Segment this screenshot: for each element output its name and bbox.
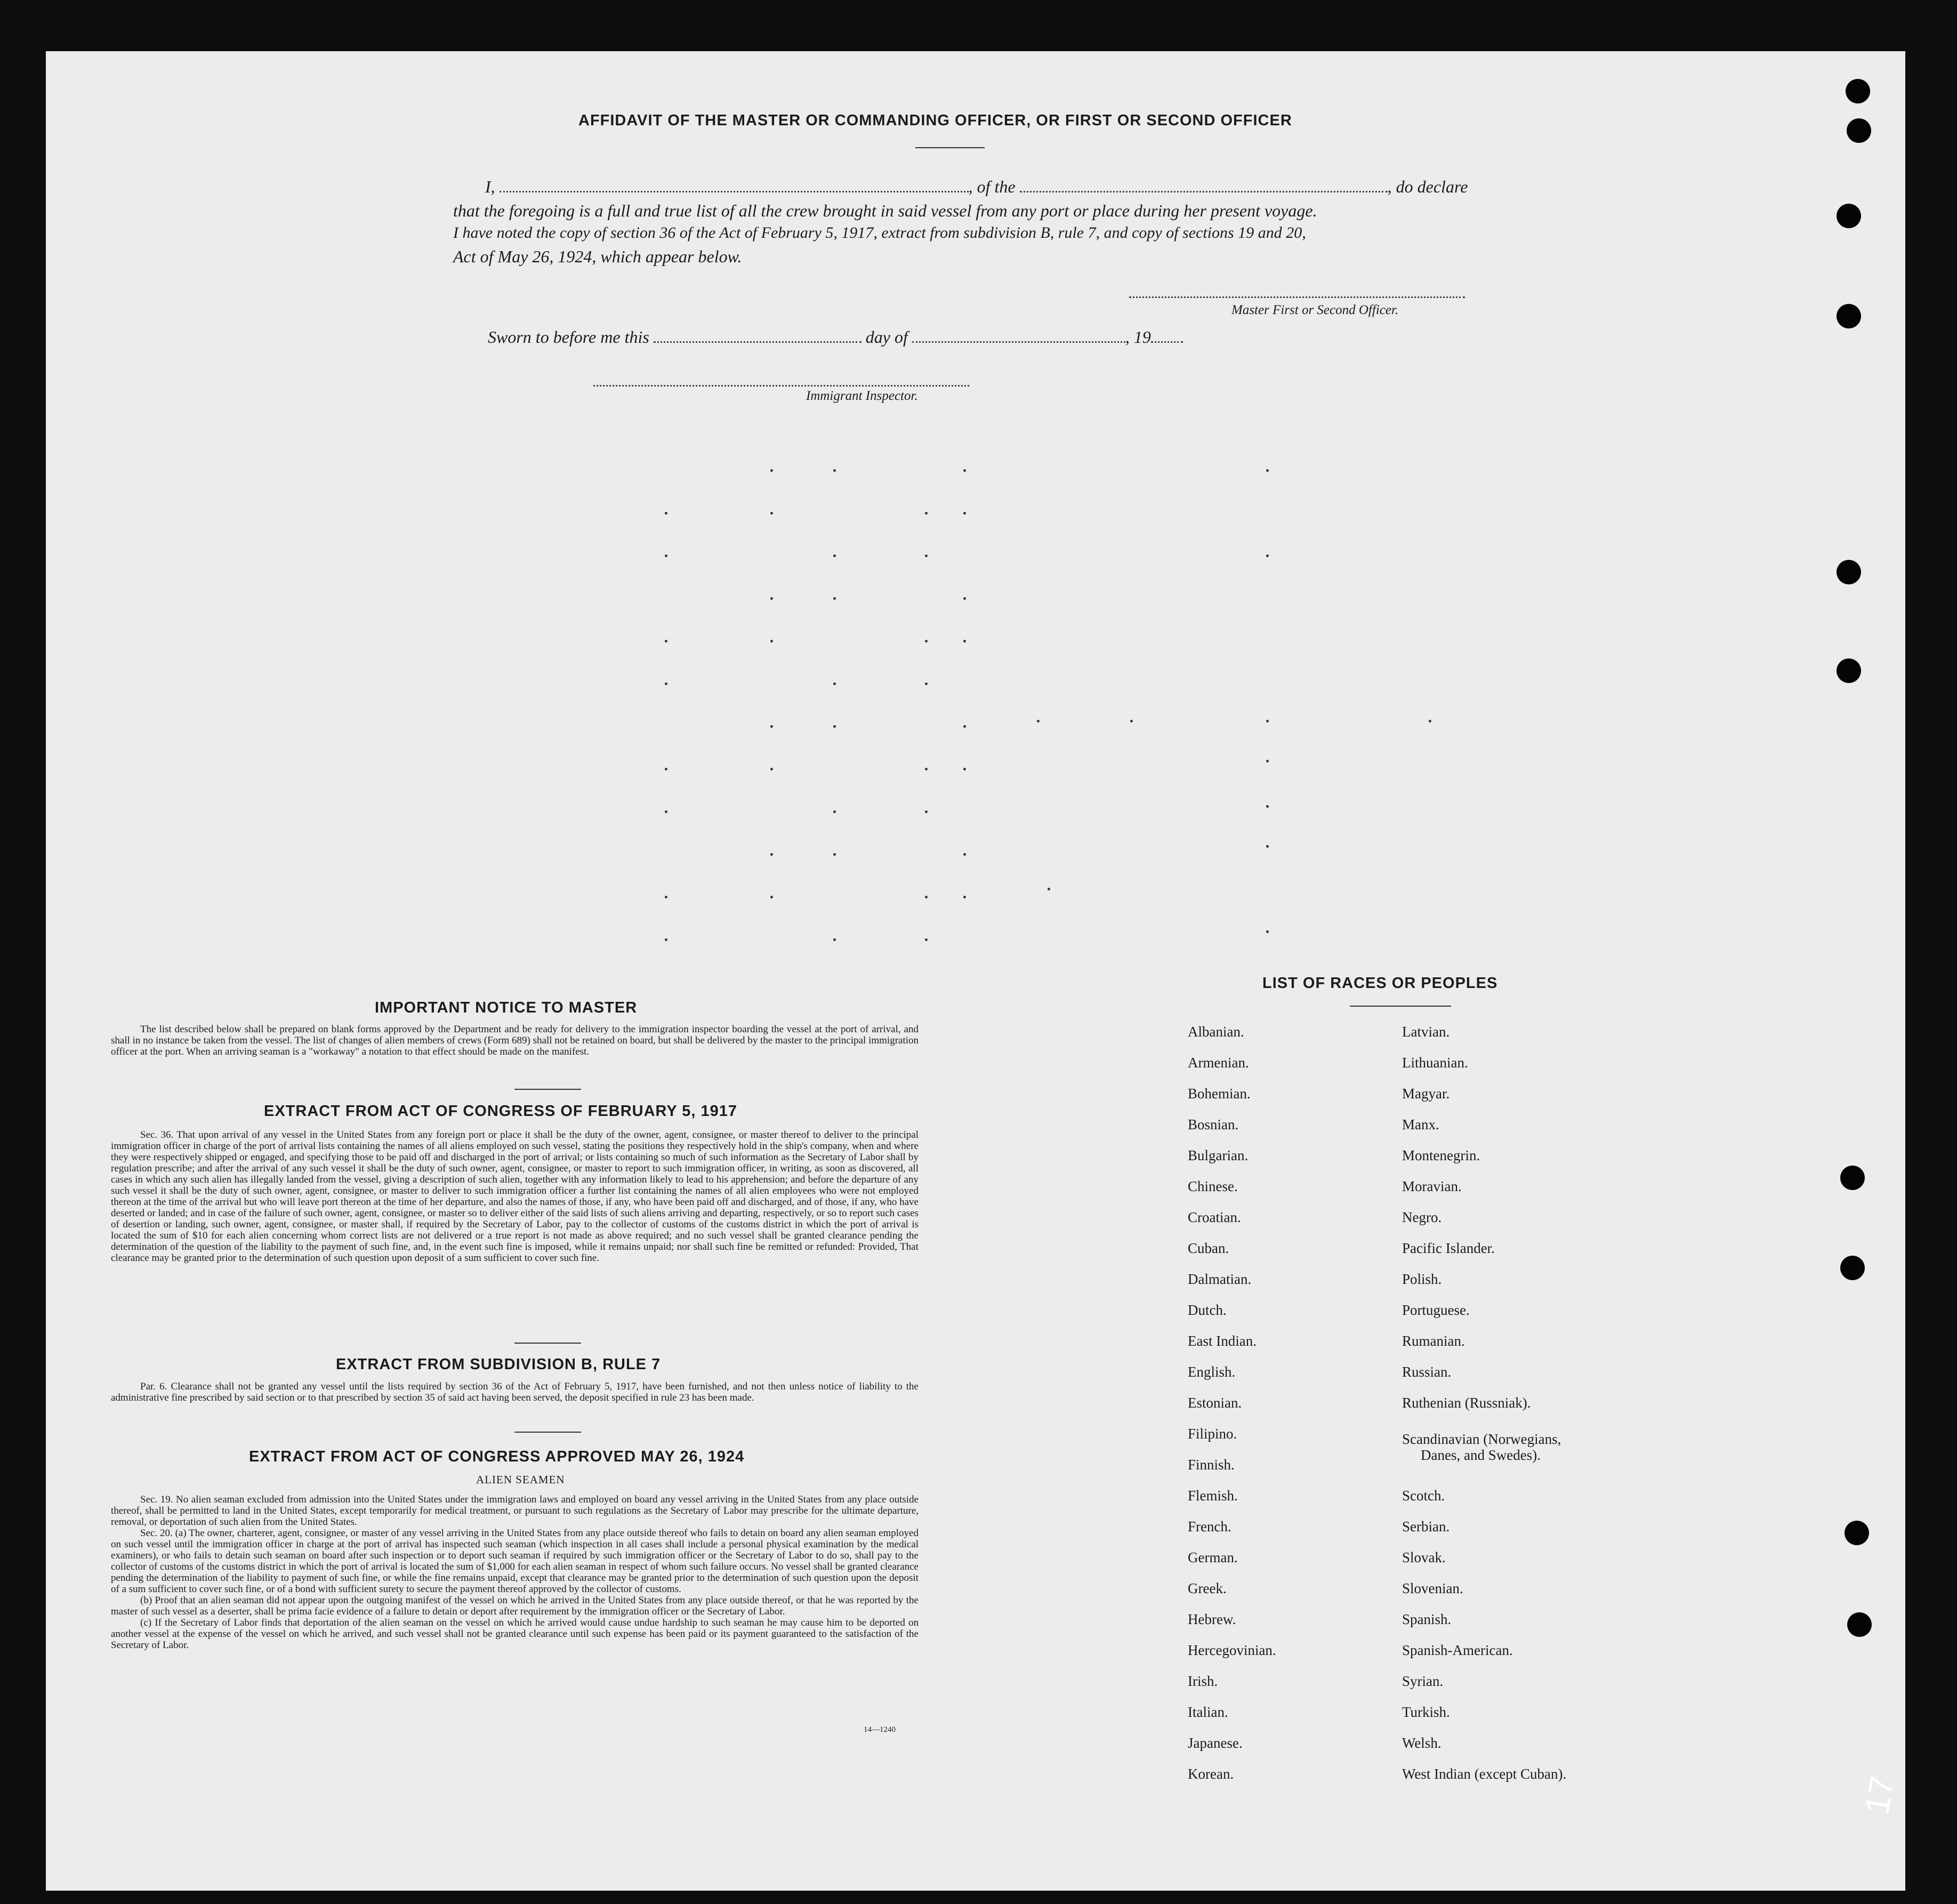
title-rule xyxy=(915,147,985,148)
year-label: , 19 xyxy=(1125,327,1151,347)
inspector-signature-line[interactable] xyxy=(593,385,969,387)
binder-hole xyxy=(1847,118,1871,143)
binder-hole xyxy=(1846,79,1870,103)
race-right-item: Turkish. xyxy=(1402,1704,1450,1720)
print-speck xyxy=(833,555,836,557)
print-speck xyxy=(963,512,966,515)
print-speck xyxy=(925,682,928,685)
race-right-item: Latvian. xyxy=(1402,1024,1450,1040)
race-right-item: Serbian. xyxy=(1402,1519,1450,1535)
day-of-label: day of xyxy=(865,327,908,347)
binder-hole xyxy=(1837,560,1861,584)
races-rule xyxy=(1350,1006,1451,1007)
print-speck xyxy=(665,640,667,642)
print-speck xyxy=(925,896,928,898)
sworn-day-field[interactable] xyxy=(654,341,861,343)
print-speck xyxy=(1266,555,1269,557)
race-right-item: Pacific Islander. xyxy=(1402,1240,1495,1256)
affidavit-line1 xyxy=(485,177,1468,197)
name-field[interactable] xyxy=(500,191,969,192)
master-signature-label: Master First or Second Officer. xyxy=(1231,303,1399,317)
sworn-year-field[interactable] xyxy=(1151,341,1183,343)
print-speck xyxy=(833,938,836,941)
race-right-item: Moravian. xyxy=(1402,1178,1462,1194)
print-speck xyxy=(1266,760,1269,762)
extract-1917-rule xyxy=(514,1343,581,1344)
print-speck xyxy=(1130,720,1133,722)
race-right-item: Slovak. xyxy=(1402,1549,1446,1565)
races-title: LIST OF RACES OR PEOPLES xyxy=(1262,975,1498,992)
race-left-item: Italian. xyxy=(1188,1704,1228,1720)
i-label: I, xyxy=(485,177,495,196)
print-speck xyxy=(665,938,667,941)
race-right-item: Portuguese. xyxy=(1402,1302,1470,1318)
race-right-item: Lithuanian. xyxy=(1402,1055,1468,1071)
master-signature-line[interactable] xyxy=(1129,296,1465,298)
race-right-item: Magyar. xyxy=(1402,1086,1450,1102)
rule7-title: EXTRACT FROM SUBDIVISION B, RULE 7 xyxy=(336,1356,661,1373)
race-left-item: English. xyxy=(1188,1364,1236,1380)
binder-hole xyxy=(1840,1256,1865,1280)
print-speck xyxy=(770,469,773,472)
race-left-item: Dutch. xyxy=(1188,1302,1227,1318)
race-left-item: Irish. xyxy=(1188,1673,1218,1689)
race-right-item: Danes, and Swedes). xyxy=(1421,1447,1541,1463)
print-speck xyxy=(963,597,966,600)
print-speck xyxy=(770,853,773,856)
binder-hole xyxy=(1845,1521,1869,1545)
print-speck xyxy=(833,682,836,685)
race-left-item: Filipino. xyxy=(1188,1426,1237,1442)
print-speck xyxy=(833,725,836,728)
rule7-body: Par. 6. Clearance shall not be granted any vessel until the lists required by section 36 of the Act of February 5, 1917, have been furnished, and not then unless notice of liability to the administrative fine prescribed by said section or to that prescribed by section 35 of said act having been served, the deposit specified in rule 23 has been made. xyxy=(111,1381,919,1403)
extract-1924-title: EXTRACT FROM ACT OF CONGRESS APPROVED MAY 26, 1924 xyxy=(249,1448,745,1465)
sec20b-text: (b) Proof that an alien seaman did not appear upon the outgoing manifest of the vessel on which he arrived in the United States from any place outside thereof, or that he was reported by the master of such vessel as a deserter, shall be prima facie evidence of a failure to detain or deport after requirement by the immigration officer or the Secretary of Labor. xyxy=(111,1595,919,1617)
race-left-item: Cuban. xyxy=(1188,1240,1229,1256)
print-speck xyxy=(925,555,928,557)
print-speck xyxy=(1429,720,1431,722)
binder-hole xyxy=(1847,1612,1872,1637)
race-right-item: Negro. xyxy=(1402,1209,1442,1225)
sec20a-text: Sec. 20. (a) The owner, charterer, agent, consignee, or master of any vessel arriving in the United States from any place outside thereof who fails to detain on board any alien seaman employed on such vessel until the immigration officer in charge at the port of arrival has inspected such seaman (which inspection in all cases shall include a personal physical examination by the medical examiners), or who fails to detain such seaman on board after such inspection or to deport such seaman if required by such immigration officer or the Secretary of Labor to do so, shall pay to the collector of customs of the customs district in which the port of arrival is located the sum of $1,000 for each alien seaman in respect of whom such failure occurs. No vessel shall be granted clearance pending the determination of the liability to payment of such fine, or while the fine remains unpaid, except that clearance may be granted prior to the determination of such question upon the deposit of a sum sufficient to cover such fine, or of a bond with sufficient surety to secure the payment thereof approved by the collector of customs. xyxy=(111,1528,919,1595)
print-speck xyxy=(770,597,773,600)
race-right-item: Scandinavian (Norwegians, xyxy=(1402,1431,1561,1447)
of-the-label: , of the xyxy=(968,177,1016,196)
corner-mark: 17 xyxy=(1857,1773,1902,1818)
race-left-item: Korean. xyxy=(1188,1766,1234,1782)
print-speck xyxy=(963,768,966,770)
print-speck xyxy=(833,469,836,472)
notice-body: The list described below shall be prepared on blank forms approved by the Department and be ready for delivery to the immigration inspector boarding the vessel at the port of arrival, and shall in no instance be taken from the vessel. The list of changes of alien members of crews (Form 689) shall not be retained on board, but shall be delivered by the master to the principal immigration officer at the port. When an arriving seaman is a "workaway" a notation to that effect should be made on the manifest. xyxy=(111,1024,919,1057)
rule7-rule xyxy=(514,1432,581,1433)
sworn-line xyxy=(488,327,1183,347)
print-speck xyxy=(1266,930,1269,933)
print-speck xyxy=(925,768,928,770)
print-speck xyxy=(925,512,928,515)
race-right-item: Montenegrin. xyxy=(1402,1147,1480,1163)
race-right-item: Syrian. xyxy=(1402,1673,1444,1689)
race-left-item: Dalmatian. xyxy=(1188,1271,1252,1287)
extract-1917-body: Sec. 36. That upon arrival of any vessel in the United States from any foreign port or place it shall be the duty of the owner, agent, consignee, or master thereof to deliver to the principal immigration officer in charge of the port of arrival lists containing the names of all aliens employed on such vessel, stating the positions they respectively hold in the ship's company, when and where they were respectively shipped or engaged, and specifying those to be paid off and discharged in the port of arrival; or lists containing so much of such information as the Secretary of Labor shall by regulation prescribe; and after the arrival of any such vessel it shall be the duty of such owner, agent, consignee, or master to report to such immigration officer, in writing, as soon as discovered, all cases in which any such alien has illegally landed from the vessel, giving a description of such alien, together with any information likely to lead to his apprehension; and before the departure of any such vessel it shall be the duty of such owner, agent, consignee, or master to deliver to such immigration officer a further list containing the names of all alien employees who were not employed thereon at the time of the arrival but who will leave port thereon at the time of her departure, and also the names of those, if any, who have been paid off and discharged, and of those, if any, who have deserted or landed; and in case of the failure of such owner, agent, consignee, or master so to deliver either of the said lists of such aliens arriving and departing, respectively, or so to report such cases of desertion or landing, such owner, agent, consignee, or master shall, if required by the Secretary of Labor, pay to the collector of customs of the customs district in which the port of arrival is located the sum of $10 for each alien concerning whom correct lists are not delivered or a true report is not made as above required; and no such vessel shall be granted clearance pending the determination of the question of the liability to the payment of such fine, and, in the event such fine is imposed, while it remains unpaid; nor shall such fine be remitted or refunded: Provided, That clearance may be granted prior to the determination of such question upon deposit of a sum sufficient to cover such fine. xyxy=(111,1129,919,1264)
race-right-item: Manx. xyxy=(1402,1116,1439,1132)
race-right-item: Spanish-American. xyxy=(1402,1642,1513,1658)
affidavit-title: AFFIDAVIT OF THE MASTER OR COMMANDING OFFICER, OR FIRST OR SECOND OFFICER xyxy=(578,112,1292,129)
print-speck xyxy=(665,810,667,813)
print-speck xyxy=(665,768,667,770)
print-speck xyxy=(770,768,773,770)
race-right-item: Polish. xyxy=(1402,1271,1442,1287)
print-speck xyxy=(1266,845,1269,848)
print-speck xyxy=(665,555,667,557)
race-right-item: Slovenian. xyxy=(1402,1580,1463,1596)
race-left-item: Greek. xyxy=(1188,1580,1227,1596)
print-speck xyxy=(963,853,966,856)
print-speck xyxy=(925,640,928,642)
sworn-month-field[interactable] xyxy=(912,341,1125,343)
print-speck xyxy=(770,725,773,728)
race-left-item: Bosnian. xyxy=(1188,1116,1239,1132)
race-left-item: Flemish. xyxy=(1188,1488,1238,1504)
binder-hole xyxy=(1840,1166,1865,1190)
race-left-item: Armenian. xyxy=(1188,1055,1249,1071)
race-right-item: Rumanian. xyxy=(1402,1333,1465,1349)
sworn-label: Sworn to before me this xyxy=(488,327,649,347)
race-left-item: German. xyxy=(1188,1549,1238,1565)
print-speck xyxy=(833,853,836,856)
print-speck xyxy=(665,682,667,685)
binder-hole xyxy=(1837,304,1861,328)
race-right-item: West Indian (except Cuban). xyxy=(1402,1766,1567,1782)
inspector-signature-label: Immigrant Inspector. xyxy=(806,389,918,403)
race-left-item: Bohemian. xyxy=(1188,1086,1251,1102)
race-left-item: Bulgarian. xyxy=(1188,1147,1249,1163)
race-right-item: Ruthenian (Russniak). xyxy=(1402,1395,1531,1411)
print-speck xyxy=(925,810,928,813)
affidavit-line2: that the foregoing is a full and true list of all the crew brought in said vessel from any port or place during her present voyage. xyxy=(453,201,1317,220)
print-speck xyxy=(1037,720,1040,722)
notice-title: IMPORTANT NOTICE TO MASTER xyxy=(375,999,638,1016)
print-speck xyxy=(833,597,836,600)
print-speck xyxy=(665,896,667,898)
race-left-item: Croatian. xyxy=(1188,1209,1241,1225)
race-left-item: Estonian. xyxy=(1188,1395,1242,1411)
binder-hole xyxy=(1837,204,1861,228)
alien-seamen-subtitle: ALIEN SEAMEN xyxy=(476,1473,565,1486)
extract-1924-body xyxy=(111,1494,919,1651)
sec20c-text: (c) If the Secretary of Labor finds that deportation of the alien seaman on the vessel on which he arrived would cause undue hardship to such seaman he may cause him to be deported on another vessel at the expense of the vessel on which he arrived, and such vessel shall not be granted clearance until such expense has been paid or its payment guaranteed to the satisfaction of the Secretary of Labor. xyxy=(111,1617,919,1651)
race-left-item: Albanian. xyxy=(1188,1024,1244,1040)
race-left-item: Hercegovinian. xyxy=(1188,1642,1276,1658)
binder-hole xyxy=(1837,658,1861,683)
form-number: 14—1240 xyxy=(864,1725,896,1734)
affidavit-line4: Act of May 26, 1924, which appear below. xyxy=(453,247,742,266)
race-right-item: Welsh. xyxy=(1402,1735,1441,1751)
print-speck xyxy=(770,896,773,898)
affidavit-line3: I have noted the copy of section 36 of the Act of February 5, 1917, extract from subdivision B, rule 7, and copy of sections 19 and 20, xyxy=(453,224,1306,242)
do-declare-label: , do declare xyxy=(1387,177,1468,196)
print-speck xyxy=(770,512,773,515)
print-speck xyxy=(1266,805,1269,808)
race-left-item: French. xyxy=(1188,1519,1231,1535)
print-speck xyxy=(833,810,836,813)
print-speck xyxy=(1048,888,1050,890)
race-right-item: Scotch. xyxy=(1402,1488,1445,1504)
race-left-item: Chinese. xyxy=(1188,1178,1238,1194)
extract-1917-title: EXTRACT FROM ACT OF CONGRESS OF FEBRUARY 5, 1917 xyxy=(264,1103,738,1120)
race-left-item: East Indian. xyxy=(1188,1333,1257,1349)
race-right-item: Spanish. xyxy=(1402,1611,1452,1627)
print-speck xyxy=(963,725,966,728)
sec19-text: Sec. 19. No alien seaman excluded from admission into the United States under the immigration laws and employed on board any vessel arriving in the United States from any place outside thereof, shall be permitted to land in the United States, except temporarily for medical treatment, or pursuant to such regulations as the Secretary of Labor may prescribe for the ultimate departure, removal, or deportation of such alien from the United States. xyxy=(111,1494,919,1528)
vessel-field[interactable] xyxy=(1020,191,1388,192)
print-speck xyxy=(770,640,773,642)
race-left-item: Finnish. xyxy=(1188,1457,1235,1473)
print-speck xyxy=(963,469,966,472)
print-speck xyxy=(1266,720,1269,722)
print-speck xyxy=(925,938,928,941)
print-speck xyxy=(963,640,966,642)
race-left-item: Japanese. xyxy=(1188,1735,1243,1751)
notice-rule xyxy=(514,1089,581,1090)
print-speck xyxy=(665,512,667,515)
race-left-item: Hebrew. xyxy=(1188,1611,1236,1627)
print-speck xyxy=(1266,469,1269,472)
race-right-item: Russian. xyxy=(1402,1364,1452,1380)
print-speck xyxy=(963,896,966,898)
